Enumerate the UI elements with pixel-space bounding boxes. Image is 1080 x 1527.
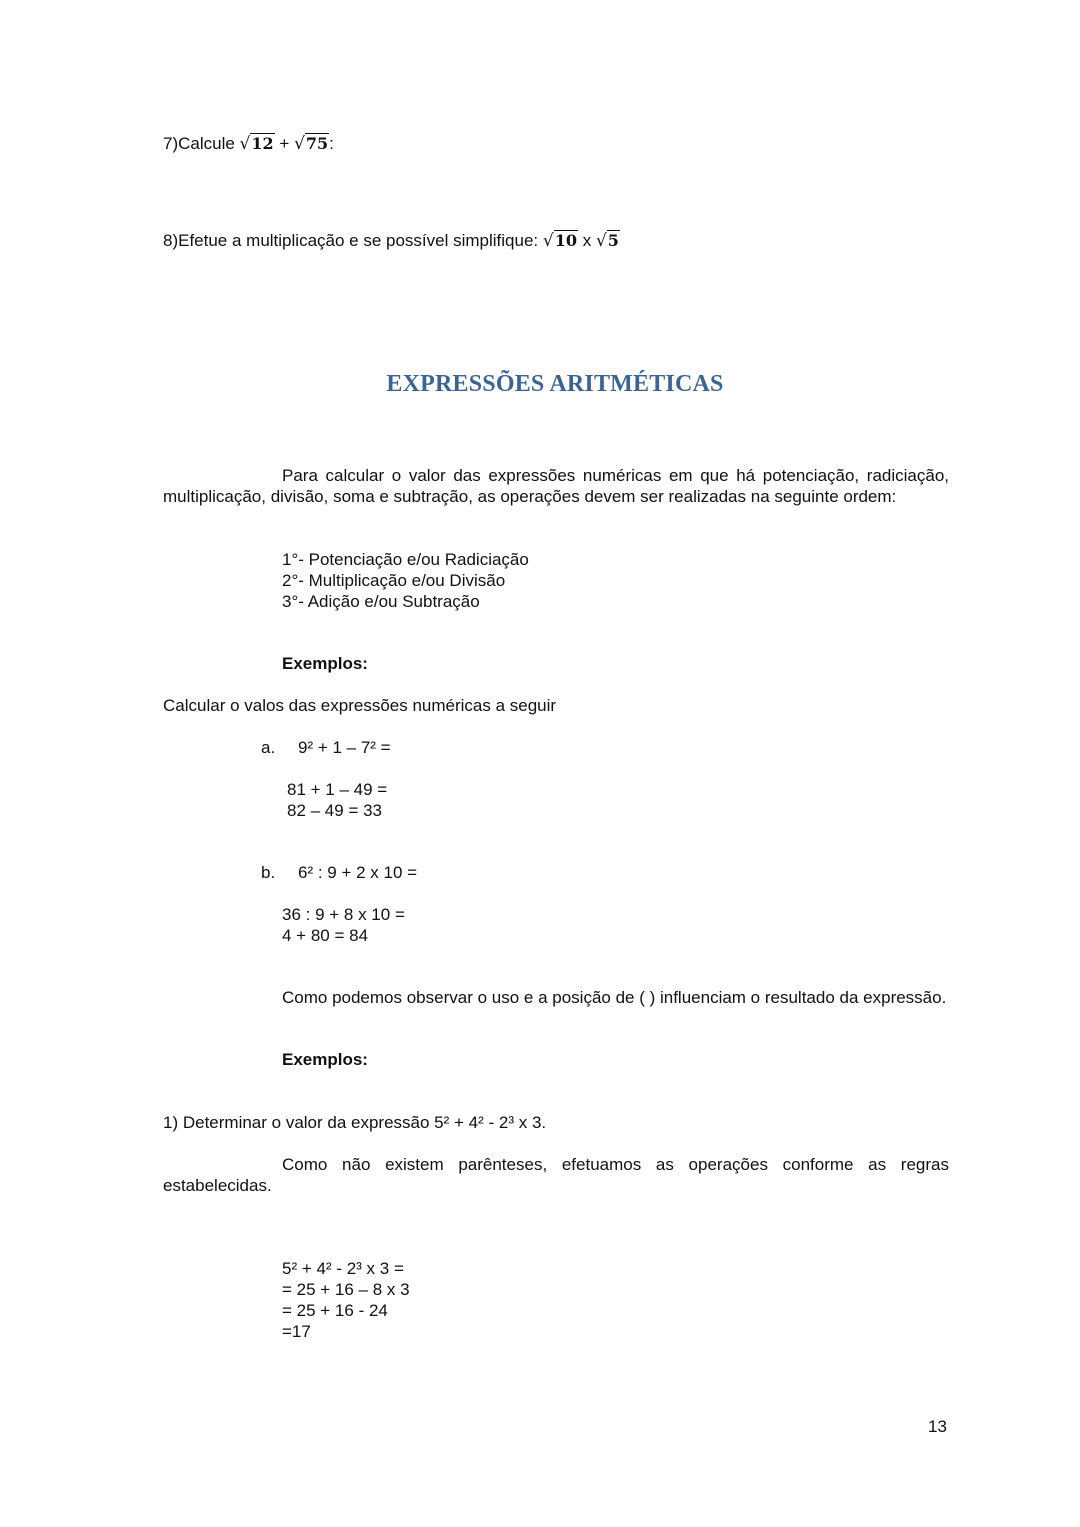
step-line: 4 + 80 = 84 [282,926,369,945]
examples-instruction: Calcular o valos das expressões numéricas a seguir [163,696,557,715]
examples-heading: Exemplos: [282,1050,368,1069]
exercise-7-suffix: : [329,134,334,153]
sqrt-expression [596,230,620,252]
sqrt-expression [543,230,578,252]
step-line: 82 – 49 = 33 [287,801,383,820]
times-sign: x [582,231,592,250]
example-a-expression: 9² + 1 – 7² = [298,738,391,757]
exercise-7 [163,133,334,155]
radicand: 75 [305,134,329,153]
example-a-steps [287,779,387,821]
page-number: 13 [928,1417,947,1436]
exercise-8 [163,230,620,252]
exercise-7-prefix: 7)Calcule [163,134,235,153]
radical-icon: √ [542,231,554,251]
step-line: = 25 + 16 – 8 x 3 [282,1280,410,1299]
step-line: 5² + 4² - 2³ x 3 = [282,1259,404,1278]
exercise-8-prefix: 8)Efetue a multiplicação e se possível simplifique: [163,231,539,250]
example-b-expression: 6² : 9 + 2 x 10 = [298,863,418,882]
observation-paragraph [163,987,949,1008]
example-a-label: a. [261,738,276,757]
radical-icon: √ [294,134,305,154]
step-line: =17 [282,1322,311,1341]
order-item: 1°- Potenciação e/ou Radiciação [282,550,529,569]
step-line: = 25 + 16 - 24 [282,1301,388,1320]
step-line: 81 + 1 – 49 = [287,780,388,799]
sqrt-expression [240,133,275,155]
example-b-label: b. [261,863,276,882]
examples-heading: Exemplos: [282,654,368,673]
example-b-steps [282,904,405,946]
radicand: 12 [251,134,274,153]
order-item: 3°- Adição e/ou Subtração [282,592,480,611]
order-item: 2°- Multiplicação e/ou Divisão [282,571,506,590]
radical-icon: √ [595,231,607,251]
plus-sign: + [279,134,290,153]
section-title: EXPRESSÕES ARITMÉTICAS [386,371,724,397]
explanation-paragraph [163,1154,949,1196]
observation-text: Como podemos observar o uso e a posição de ( ) influenciam o resultado da expressão. [282,988,947,1007]
step-line: 36 : 9 + 8 x 10 = [282,905,405,924]
solution-steps [282,1258,410,1342]
explanation-text: Como não existem parênteses, efetuamos as operações conforme as regras estabelecidas. [163,1155,949,1195]
order-list [282,549,529,612]
intro-paragraph-text: Para calcular o valor das expressões numéricas em que há potenciação, radiciação, multiplicação, divisão, soma e subtração, as operações devem ser realizadas na seguinte ordem: [163,466,949,506]
radicand: 5 [607,231,619,250]
radical-icon: √ [239,134,251,154]
sqrt-expression [294,133,329,155]
radicand: 10 [554,231,577,250]
problem-1: 1) Determinar o valor da expressão 5² + 4² - 2³ x 3. [163,1113,547,1132]
intro-paragraph [163,465,949,507]
